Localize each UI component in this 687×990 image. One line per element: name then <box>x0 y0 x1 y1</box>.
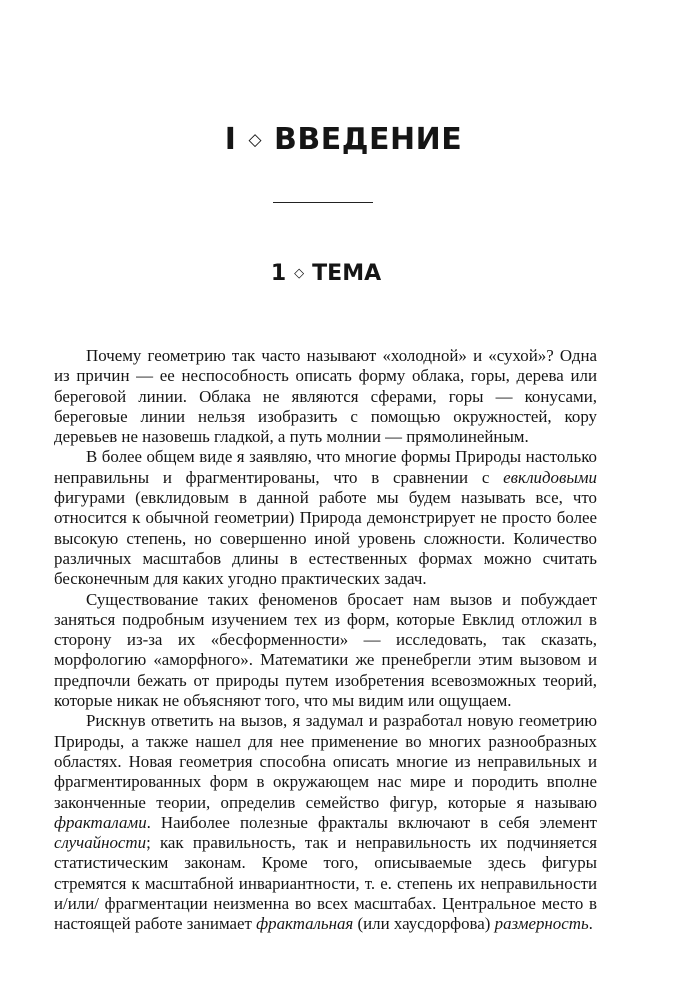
paragraph-text: ; как правильность, так и неправильность их подчиняется статистическим законам. Кроме того, описываемые здесь фигуры стремятся к масштабной инвариантности, т. е. степень их неправильности и/или/ фрагментации неизменна во всех масштабах. Центральное место в настоящей работе занимает <box>54 833 597 934</box>
paragraph-1 <box>54 346 597 447</box>
paragraph-text: Существование таких феноменов бросает нам вызов и побуждает заняться подробным изучением тех из форм, которые Евклид отложил в сторону из-за их «бесформенности» — исследовать, так сказать, морфологию «аморфного». Математики же пренебрегли этим вызовом и предпочли бежать от природы путем изобретения всевозможных теорий, которые никак не объясняют того, что мы видим или ощущаем. <box>54 589 597 711</box>
paragraph-2 <box>54 447 597 589</box>
part-heading <box>0 120 687 160</box>
italic-term-fractal: фрактальная <box>256 914 354 934</box>
paragraph-text: Почему геометрию так часто называют «холодной» и «сухой»? Одна из причин — ее неспособность описать форму облака, горы, дерева или береговой линии. Облака не являются сферами, горы — конусами, береговые линии нельзя изобразить с помощью окружностей, кору деревьев не назовешь гладкой, а путь молнии — прямолинейным. <box>54 346 597 447</box>
part-title: ВВЕДЕНИЕ <box>274 122 463 157</box>
chapter-number: 1 <box>270 261 287 286</box>
diamond-icon: ◇ <box>294 266 305 281</box>
separator-rule <box>273 202 373 203</box>
chapter-title: ТЕМА <box>312 261 382 286</box>
chapter-heading <box>0 258 652 290</box>
paragraph-text: . <box>588 914 593 934</box>
paragraph-3 <box>54 590 597 712</box>
paragraph-text: (или хаусдорфова) <box>353 914 495 934</box>
body-text <box>54 346 597 935</box>
italic-term-fractals: фракталами <box>54 812 147 832</box>
paragraph-text: Рискнув ответить на вызов, я задумал и разработал новую геометрию Природы, а также нашел для нее применение во многих разнообразных областях. Новая геометрия способна описать многие из неправильных и фрагментированных форм в окружающем нас мире и породить вполне законченные теории, определив семейство фигур, которые я называю <box>54 711 597 812</box>
paragraph-text: В более общем виде я заявляю, что многие формы Природы настолько неправильны и фрагментированы, что в сравнении с <box>54 447 597 487</box>
paragraph-text: фигурами (евклидовым в данной работе мы будем называть все, что относится к обычной геометрии) Природа демонстрирует не просто более высокую степень, но совершенно иной уровень сложности. Количество различных масштабов длины в естественных формах можно считать бесконечным для каких угодно практических задач. <box>54 488 597 589</box>
paragraph-text: . Наиболее полезные фракталы включают в себя элемент <box>146 812 597 832</box>
italic-term-dimension: размерность <box>494 914 589 934</box>
paragraph-4 <box>54 711 597 934</box>
italic-term-euclidean: евклидовыми <box>503 467 597 487</box>
part-number: I <box>224 122 237 157</box>
italic-term-randomness: случайности <box>54 833 147 853</box>
diamond-icon: ◇ <box>248 130 263 150</box>
